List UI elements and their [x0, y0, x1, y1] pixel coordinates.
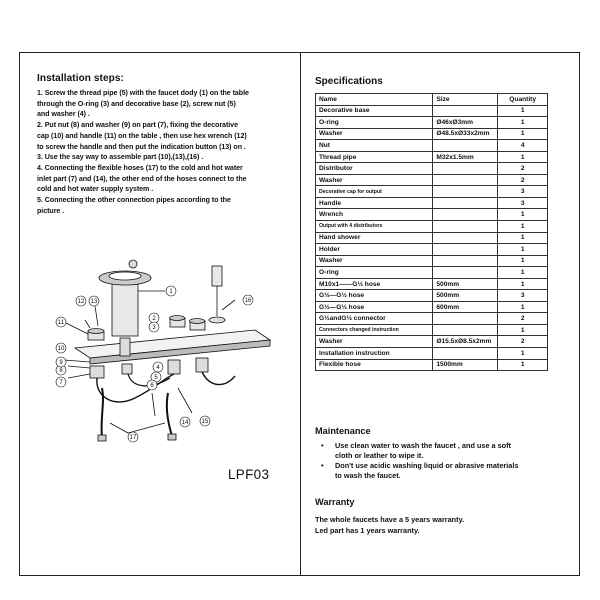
table-row — [316, 197, 548, 209]
cell-size — [433, 313, 498, 325]
faucet-exploded-diagram — [40, 258, 280, 453]
maintenance-line: Don't use acidic washing liquid or abrasive materials — [335, 461, 519, 470]
step-line: 5. Connecting the other connection pipes according to the — [37, 196, 231, 205]
svg-text:3: 3 — [152, 325, 156, 331]
svg-text:7: 7 — [59, 380, 63, 386]
table-row — [316, 290, 548, 302]
maintenance-line: cloth or leather to wipe it. — [335, 451, 424, 460]
cell-size — [433, 267, 498, 279]
svg-text:5: 5 — [154, 375, 158, 381]
cell-size: Ø48.5xØ33x2mm — [433, 128, 498, 140]
cell-name: M10x1——G½ hose — [316, 278, 433, 290]
warranty-heading: Warranty — [315, 497, 355, 507]
table-row — [316, 301, 548, 313]
svg-text:6: 6 — [150, 383, 154, 389]
cell-quantity: 1 — [498, 278, 548, 290]
cell-quantity: 1 — [498, 232, 548, 244]
cell-quantity: 3 — [498, 197, 548, 209]
cell-name: Washer — [316, 174, 433, 186]
table-row — [316, 244, 548, 256]
cell-name: Wrench — [316, 209, 433, 221]
cell-name: Connectors changed instruction — [316, 324, 433, 336]
cell-quantity: 1 — [498, 105, 548, 117]
specifications-table — [315, 93, 548, 371]
cell-size — [433, 232, 498, 244]
column-header-size: Size — [433, 94, 498, 106]
table-row — [316, 105, 548, 117]
cell-name: G½andG½ connector — [316, 313, 433, 325]
maintenance-line: to wash the faucet. — [335, 471, 401, 480]
cell-name: Output with 4 distributors — [316, 221, 433, 233]
table-row — [316, 221, 548, 233]
cell-quantity: 2 — [498, 174, 548, 186]
cell-name: Thread pipe — [316, 151, 433, 163]
step-line: and washer (4) . — [37, 110, 90, 119]
step-line: 1. Screw the thread pipe (5) with the faucet dody (1) on the table — [37, 89, 249, 97]
cell-size — [433, 244, 498, 256]
cell-quantity: 1 — [498, 348, 548, 360]
cell-size — [433, 105, 498, 117]
step-line: 2. Put nut (8) and washer (9) on part (7), fixing the decorative — [37, 121, 238, 130]
warranty-line: The whole faucets have a 5 years warranty. — [315, 515, 465, 524]
step-line: cold and hot water supply system . — [37, 185, 154, 194]
cell-size — [433, 348, 498, 360]
cell-name: O-ring — [316, 267, 433, 279]
page-divider — [300, 52, 301, 576]
table-row — [316, 209, 548, 221]
table-row — [316, 232, 548, 244]
specifications-section — [315, 76, 569, 371]
step-line: through the O-ring (3) and decorative base (2), screw nut (5) — [37, 99, 236, 108]
svg-text:1: 1 — [169, 289, 173, 295]
svg-text:9: 9 — [59, 360, 63, 366]
step-line: 4. Connecting the flexible hoses (17) to the cold and hot water — [37, 163, 243, 172]
column-header-quantity: Quantity — [498, 94, 548, 106]
warranty-section — [315, 497, 569, 536]
cell-quantity: 3 — [498, 186, 548, 198]
step-line: cap (10) and handle (11) on the table , then use hex wrench (12) — [37, 131, 247, 140]
table-row — [316, 140, 548, 152]
cell-size — [433, 324, 498, 336]
svg-text:11: 11 — [57, 320, 65, 326]
cell-size: 500mm — [433, 290, 498, 302]
table-row — [316, 255, 548, 267]
cell-name: O-ring — [316, 117, 433, 129]
svg-text:14: 14 — [181, 420, 189, 426]
table-row — [316, 174, 548, 186]
cell-name: Hand shower — [316, 232, 433, 244]
svg-text:12: 12 — [77, 299, 85, 305]
cell-quantity: 2 — [498, 313, 548, 325]
maintenance-line: Use clean water to wash the faucet , and use a soft — [335, 441, 511, 450]
table-header-row — [316, 94, 548, 106]
installation-section — [37, 73, 292, 216]
table-row — [316, 163, 548, 175]
svg-text:16: 16 — [244, 298, 252, 304]
svg-text:15: 15 — [201, 419, 209, 425]
maintenance-list — [315, 441, 569, 481]
table-row — [316, 313, 548, 325]
svg-text:8: 8 — [59, 368, 63, 374]
installation-steps — [37, 88, 292, 216]
cell-name: Distributor — [316, 163, 433, 175]
table-row — [316, 128, 548, 140]
cell-size — [433, 197, 498, 209]
cell-size — [433, 140, 498, 152]
cell-quantity: 1 — [498, 267, 548, 279]
cell-quantity: 1 — [498, 209, 548, 221]
cell-quantity: 1 — [498, 255, 548, 267]
svg-text:10: 10 — [57, 346, 65, 352]
cell-size — [433, 221, 498, 233]
step-line: picture . — [37, 206, 65, 215]
cell-size: M32x1.5mm — [433, 151, 498, 163]
cell-quantity: 1 — [498, 359, 548, 371]
cell-name: Handle — [316, 197, 433, 209]
table-row — [316, 359, 548, 371]
cell-size: 600mm — [433, 301, 498, 313]
cell-quantity: 1 — [498, 128, 548, 140]
column-header-name: Name — [316, 94, 433, 106]
cell-name: Decorative base — [316, 105, 433, 117]
cell-quantity: 2 — [498, 163, 548, 175]
maintenance-item — [327, 461, 569, 481]
table-row — [316, 186, 548, 198]
svg-text:13: 13 — [90, 299, 98, 305]
svg-text:4: 4 — [156, 365, 160, 371]
cell-size: Ø46xØ3mm — [433, 117, 498, 129]
table-row — [316, 117, 548, 129]
cell-size — [433, 163, 498, 175]
cell-name: G½—G½ hose — [316, 301, 433, 313]
table-row — [316, 348, 548, 360]
maintenance-section — [315, 426, 569, 481]
cell-name: Installation instruction — [316, 348, 433, 360]
cell-name: G½—G½ hose — [316, 290, 433, 302]
table-row — [316, 267, 548, 279]
maintenance-item — [327, 441, 569, 461]
cell-name: Washer — [316, 336, 433, 348]
cell-size — [433, 186, 498, 198]
cell-name: Flexible hose — [316, 359, 433, 371]
table-row — [316, 278, 548, 290]
cell-quantity: 1 — [498, 221, 548, 233]
cell-size: Ø15.5xØ8.5x2mm — [433, 336, 498, 348]
cell-size: 500mm — [433, 278, 498, 290]
cell-name: Holder — [316, 244, 433, 256]
cell-name: Decorative cap for output — [316, 186, 433, 198]
warranty-line: Led part has 1 years warranty. — [315, 526, 420, 535]
cell-size — [433, 255, 498, 267]
maintenance-heading: Maintenance — [315, 426, 371, 436]
cell-quantity: 1 — [498, 301, 548, 313]
table-row — [316, 336, 548, 348]
cell-quantity: 1 — [498, 151, 548, 163]
step-line: inlet part (7) and (14), the other end of the hoses connect to the — [37, 174, 247, 183]
installation-heading: Installation steps: — [37, 73, 124, 84]
svg-text:17: 17 — [129, 435, 137, 441]
cell-quantity: 1 — [498, 324, 548, 336]
cell-name: Washer — [316, 255, 433, 267]
cell-size — [433, 209, 498, 221]
cell-quantity: 3 — [498, 290, 548, 302]
specifications-heading: Specifications — [315, 76, 383, 87]
model-number: LPF03 — [228, 467, 270, 482]
cell-quantity: 1 — [498, 244, 548, 256]
cell-quantity: 4 — [498, 140, 548, 152]
cell-name: Washer — [316, 128, 433, 140]
cell-quantity: 2 — [498, 336, 548, 348]
cell-size — [433, 174, 498, 186]
cell-quantity: 1 — [498, 117, 548, 129]
table-row — [316, 151, 548, 163]
svg-text:2: 2 — [152, 316, 156, 322]
cell-name: Nut — [316, 140, 433, 152]
cell-size: 1500mm — [433, 359, 498, 371]
table-row — [316, 324, 548, 336]
step-line: to screw the handle and then put the indication button (13) on . — [37, 142, 246, 151]
step-line: 3. Use the say way to assemble part (10),(13),(16) . — [37, 153, 204, 162]
